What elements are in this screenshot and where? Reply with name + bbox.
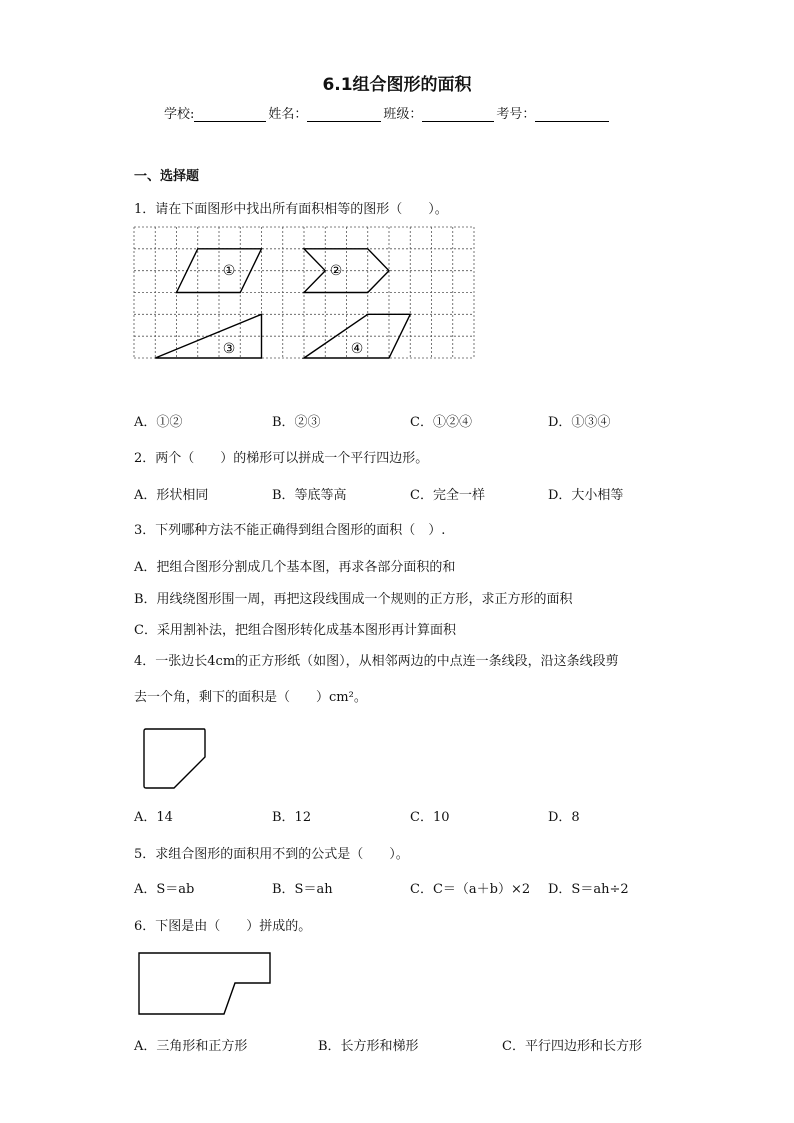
- question-5-stem: 5．求组合图形的面积用不到的公式是（ ）。: [134, 847, 409, 862]
- q6-option-b[interactable]: B．长方形和梯形: [318, 1039, 419, 1054]
- class-label: 班级：: [383, 107, 423, 122]
- q1-option-c[interactable]: C．①②④: [410, 415, 472, 430]
- q4-option-d[interactable]: D．8: [548, 810, 580, 825]
- q2-option-d[interactable]: D．大小相等: [548, 488, 624, 503]
- q3-option-b[interactable]: B．用线绕图形围一周，再把这段线围成一个规则的正方形，求正方形的面积: [134, 592, 573, 607]
- q3-option-a[interactable]: A．把组合图形分割成几个基本图，再求各部分面积的和: [134, 560, 456, 575]
- name-label: 姓名：: [268, 107, 308, 122]
- class-blank: [422, 107, 494, 122]
- q4-option-b[interactable]: B．12: [272, 810, 312, 825]
- shape-3-label: ③: [222, 341, 236, 357]
- question-4-cut-square-figure: [143, 728, 207, 790]
- q3-option-c[interactable]: C．采用割补法，把组合图形转化成基本图形再计算面积: [134, 623, 456, 638]
- school-blank: [194, 107, 266, 122]
- number-label: 考号：: [496, 107, 536, 122]
- q2-option-b[interactable]: B．等底等高: [272, 488, 347, 503]
- question-4-stem-line1: 4．一张边长4cm的正方形纸（如图），从相邻两边的中点连一条线段，沿这条线段剪: [134, 654, 619, 669]
- q1-option-b[interactable]: B．②③: [272, 415, 321, 430]
- q6-option-a[interactable]: A．三角形和正方形: [134, 1039, 248, 1054]
- question-1-stem: 1．请在下面图形中找出所有面积相等的图形（ ）。: [134, 202, 448, 217]
- number-blank: [535, 107, 609, 122]
- q5-option-b[interactable]: B．S＝ah: [272, 882, 333, 897]
- shape-4-label: ④: [350, 341, 364, 357]
- q2-option-a[interactable]: A．形状相同: [134, 488, 209, 503]
- q5-option-d[interactable]: D．S＝ah÷2: [548, 882, 629, 897]
- q1-option-a[interactable]: A．①②: [134, 415, 183, 430]
- section-heading: 一、选择题: [134, 169, 200, 184]
- name-blank: [307, 107, 381, 122]
- school-label: 学校:: [164, 107, 195, 122]
- q4-option-a[interactable]: A．14: [134, 810, 173, 825]
- question-4-stem-line2: 去一个角，剩下的面积是（ ）cm²。: [134, 690, 367, 705]
- q5-option-a[interactable]: A．S＝ab: [134, 882, 195, 897]
- q6-option-c[interactable]: C．平行四边形和长方形: [502, 1039, 642, 1054]
- page-title: 6.1组合图形的面积: [322, 75, 472, 95]
- shape-1-parallelogram: [177, 249, 262, 293]
- shape-2-arrow: [304, 249, 389, 293]
- question-1-grid-figure: [134, 227, 474, 358]
- student-info-line: [164, 103, 611, 122]
- question-6-stem: 6．下图是由（ ）拼成的。: [134, 919, 312, 934]
- shape-2-label: ②: [329, 263, 343, 279]
- question-3-stem: 3．下列哪种方法不能正确得到组合图形的面积（ ）.: [134, 523, 446, 538]
- q2-option-c[interactable]: C．完全一样: [410, 488, 485, 503]
- question-2-stem: 2．两个（ ）的梯形可以拼成一个平行四边形。: [134, 451, 429, 466]
- q5-option-c[interactable]: C．C＝（a＋b）×2: [410, 882, 531, 897]
- q1-option-d[interactable]: D．①③④: [548, 415, 611, 430]
- shape-1-label: ①: [222, 263, 236, 279]
- q4-option-c[interactable]: C．10: [410, 810, 450, 825]
- question-6-composite-figure: [138, 952, 272, 1016]
